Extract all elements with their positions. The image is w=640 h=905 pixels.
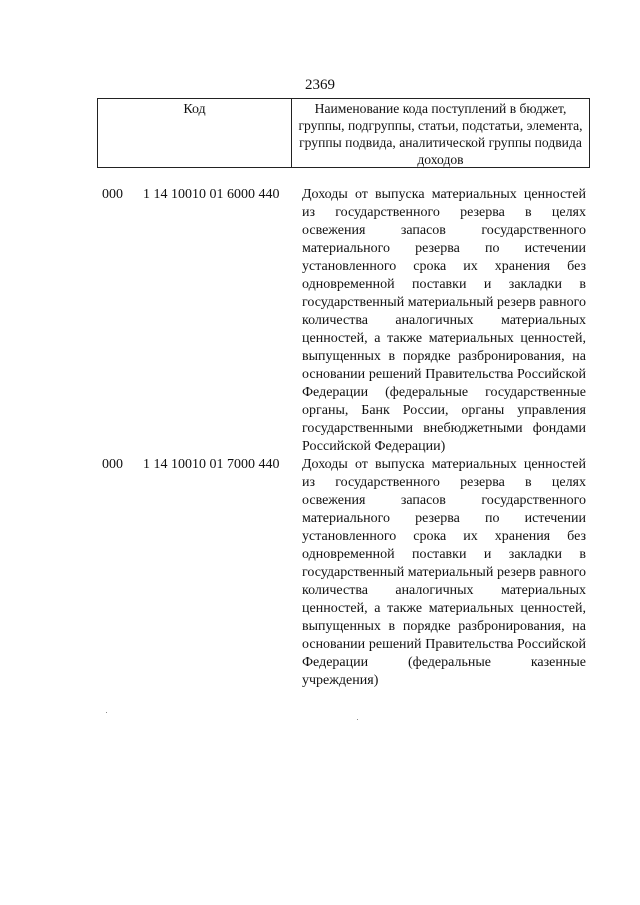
- admin-code: 000: [102, 187, 123, 202]
- admin-code: 000: [102, 457, 123, 472]
- revenue-code: 1 14 10010 01 6000 440: [143, 187, 280, 202]
- revenue-code: 1 14 10010 01 7000 440: [143, 457, 280, 472]
- scan-speck: [106, 712, 107, 713]
- revenue-description: Доходы от выпуска материальных ценностей из государственного резерва в целях освежения запасов государственного материального резерва по истечении установленного срока их хранения без одновременной поставки и закладки в государственный материальный резерв равного количества аналогичных материальных ценностей, а также материальных ценностей, выпущенных в порядке разбронирования, на основании решений Правительства Российской Федерации (федеральные казенные учреждения): [302, 457, 586, 688]
- table-header: [97, 98, 590, 168]
- header-name-column: Наименование кода поступлений в бюджет, группы, подгруппы, статьи, подстатьи, элемента, группы подвида, аналитической группы подвида доходов: [298, 101, 583, 167]
- page-number: 2369: [305, 77, 335, 93]
- scan-speck: [357, 719, 358, 720]
- revenue-description: Доходы от выпуска материальных ценностей из государственного резерва в целях освежения запасов государственного материального резерва по истечении установленного срока их хранения без одновременной поставки и закладки в государственный материальный резерв равного количества аналогичных материальных ценностей, а также материальных ценностей, выпущенных в порядке разбронирования, на основании решений Правительства Российской Федерации (федеральные государственные органы, Банк России, органы управления государственными внебюджетными фондами Российской Федерации): [302, 187, 586, 454]
- header-code-column: Код: [98, 99, 292, 167]
